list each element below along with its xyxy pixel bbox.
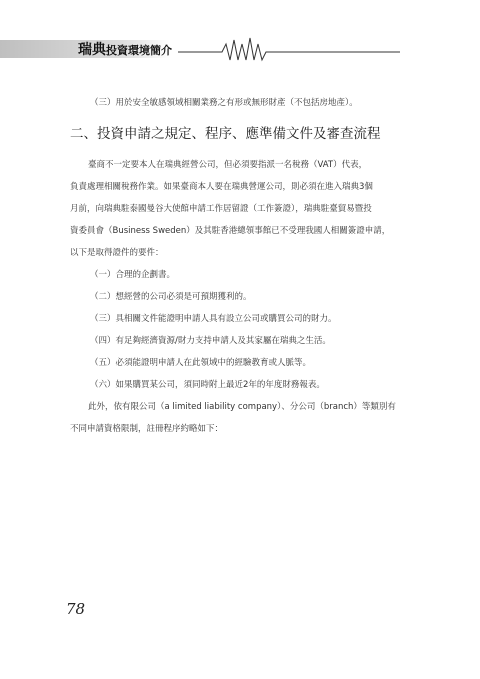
header-title-small: 投資環境簡介 bbox=[106, 44, 172, 57]
requirements-list bbox=[70, 264, 415, 396]
list-item: （四）有足夠經濟資源/財力支持申請人及其家屬在瑞典之生活。 bbox=[90, 336, 331, 346]
page-body bbox=[70, 92, 415, 440]
paragraph-line: 不同申請資格限制，註冊程序約略如下： bbox=[70, 424, 224, 434]
intro-item: （三）用於安全敏感領域相關業務之有形或無形財產（不包括房地產）。 bbox=[90, 98, 358, 108]
paragraph-line: 資委員會（Business Sweden）及其駐香港總領事館已不受理我國人相關簽證申請， bbox=[70, 226, 391, 236]
header-title-big: 瑞典 bbox=[78, 42, 106, 58]
paragraph-line: 此外，依有限公司（a limited liability company）、分公司（branch）等類別有 bbox=[88, 402, 396, 412]
list-item: （六）如果購買某公司，須同時附上最近2年的年度財務報表。 bbox=[90, 380, 325, 390]
paragraph-line: 月前，向瑞典駐泰國曼谷大使館申請工作居留證（工作簽證），瑞典駐臺貿易暨投 bbox=[70, 204, 372, 214]
section-heading: 二、投資申請之規定、程序、應準備文件及審查流程 bbox=[70, 126, 381, 142]
body-paragraph bbox=[70, 154, 415, 264]
closing-paragraph bbox=[70, 396, 415, 440]
list-item: （二）想經營的公司必須是可預期獲利的。 bbox=[90, 292, 252, 302]
page-number: 78 bbox=[66, 600, 86, 618]
list-item: （五）必須能證明申請人在此領域中的經驗教育或人脈等。 bbox=[90, 358, 312, 368]
list-item: （一）合理的企劃書。 bbox=[90, 270, 176, 280]
paragraph-line: 臺商不一定要本人在瑞典經營公司，但必須要指派一名稅務（VAT）代表， bbox=[88, 160, 368, 170]
paragraph-line: 以下是取得證件的要件： bbox=[70, 248, 164, 258]
running-header bbox=[0, 30, 480, 70]
paragraph-line: 負責處理相關稅務作業。如果臺商本人要在瑞典營運公司，則必須在進入瑞典3個 bbox=[70, 182, 373, 192]
heartbeat-line-icon bbox=[0, 30, 480, 70]
list-item: （三）具相關文件能證明申請人具有設立公司或購買公司的財力。 bbox=[90, 314, 337, 324]
